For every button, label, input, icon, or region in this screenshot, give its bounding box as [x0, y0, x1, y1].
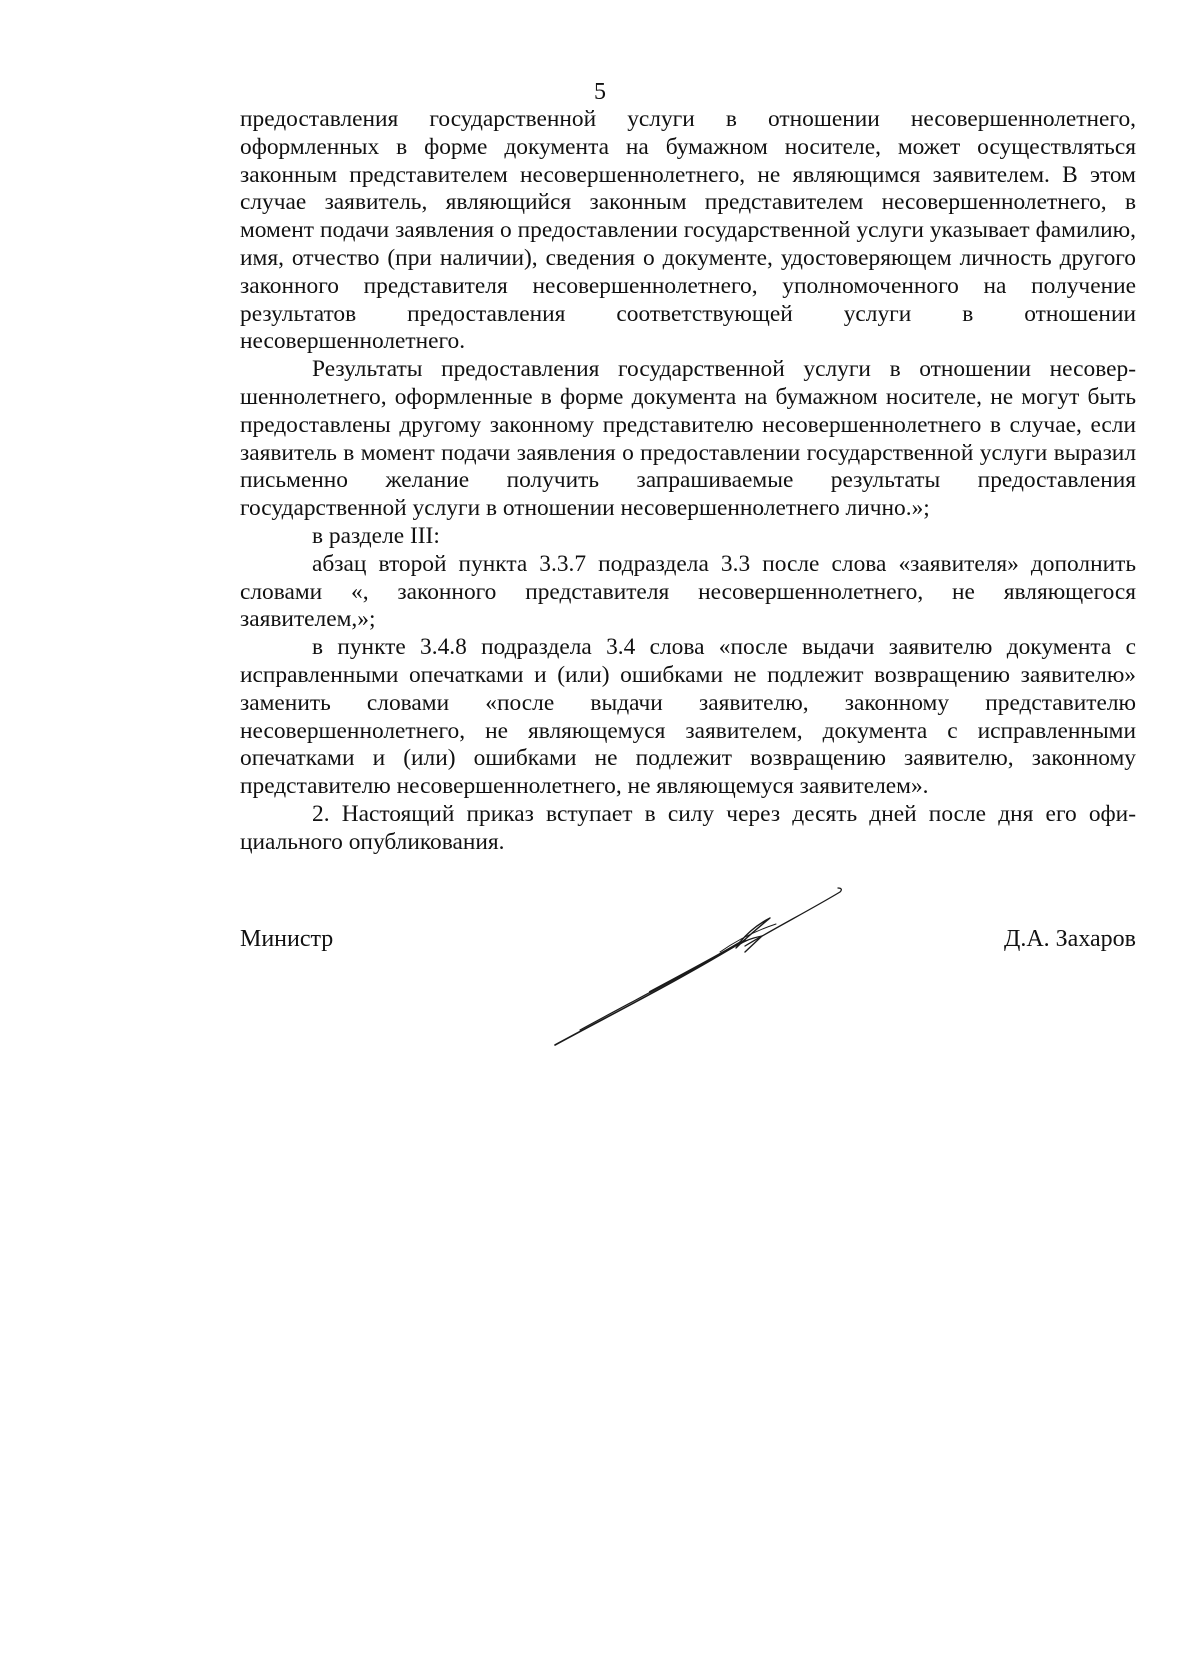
- document-body: [240, 106, 1136, 857]
- signer-title: Министр: [240, 926, 334, 952]
- paragraph-results: Результаты предоставления государственной услуги в отношении несовершеннолетнего, оформленные в форме документа на бумажном носителе, не могут быть предоставлены другому законному представителю несовершеннолетнего в случае, если заявитель в момент подачи заявления о предоставлении государственной услуги выразил письменно желание получить запрашиваемые результаты предоставления государственной услуги в отношении несовершеннолетнего лично.»;: [240, 356, 1136, 522]
- paragraph-section-iii: в разделе III:: [312, 522, 440, 549]
- signer-name: Д.А. Захаров: [1003, 926, 1136, 952]
- paragraph-amendment-3-4-8: в пункте 3.4.8 подраздела 3.4 слова «после выдачи заявителю документа с исправленными опечатками и (или) ошибками не подлежит возвращению заявителю» заменить словами «после выдачи заявителю, законному представителю несовершеннолетнего, не являющемуся заявителем, документа с исправленными опечатками и (или) ошибками не подлежит возвращению заявителю, законному представителю несовершеннолетнего, не являющемуся заявителем».: [240, 634, 1136, 800]
- paragraph-entry-into-force: 2. Настоящий приказ вступает в силу через десять дней после дня его официального опубликования.: [240, 800, 1136, 855]
- paragraph-amendment-3-3-7: абзац второй пункта 3.3.7 подраздела 3.3 после слова «заявителя» дополнить словами «, законного представителя несовершеннолетнего, не являющегося заявителем,»;: [240, 550, 1136, 633]
- page-number: 5: [594, 79, 606, 105]
- handwritten-signature: [540, 880, 860, 1050]
- paragraph-continuation: предоставления государственной услуги в отношении несовершеннолетнего, оформленных в форме документа на бумажном носителе, может осуществляться законным представителем несовершеннолетнего, не являющимся заявителем. В этом случае заявитель, являющийся законным представителем несовершеннолетнего, в момент подачи заявления о предоставлении государственной услуги указывает фамилию, имя, отчество (при наличии), сведения о документе, удостоверяющем личность другого законного представителя несовершеннолетнего, уполномоченного на получение результатов предоставления соответствующей услуги в отношении несовершеннолетнего.: [240, 106, 1136, 355]
